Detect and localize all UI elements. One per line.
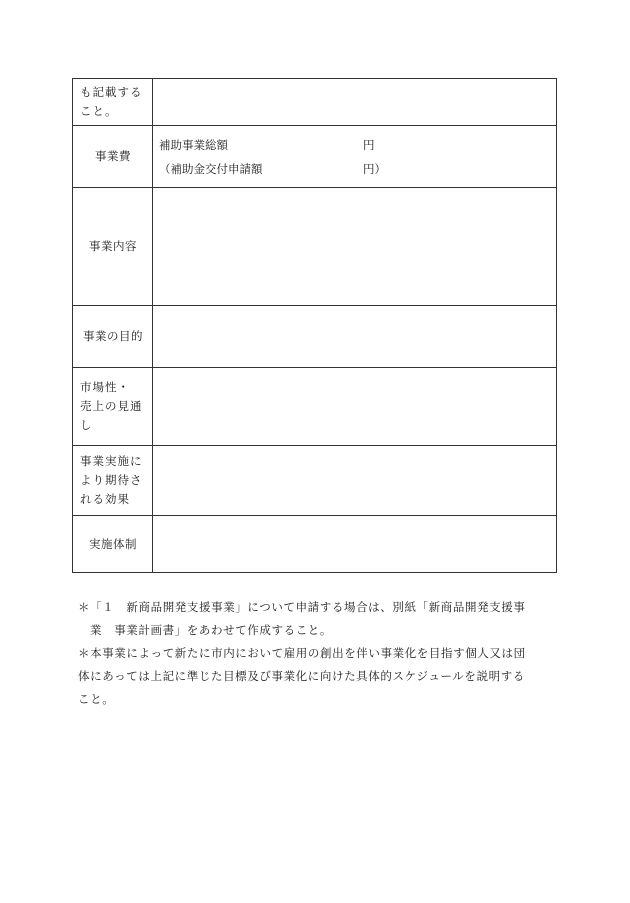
business-plan-table [72, 78, 557, 573]
subsidy-amount-unit: 円） [363, 161, 386, 176]
label-line: 売上の見通 [80, 399, 143, 413]
row-label [73, 306, 153, 368]
table-row [73, 79, 557, 126]
label-line: より期待さ [80, 473, 143, 487]
table-row [73, 368, 557, 446]
label-line: も記載する [80, 85, 143, 99]
note-line: こと。 [78, 692, 115, 706]
value-cell[interactable] [153, 306, 557, 368]
value-cell[interactable] [153, 446, 557, 516]
notes [78, 596, 558, 711]
label-line: し [80, 418, 93, 432]
label-line: 事業実施に [80, 454, 143, 468]
table-row [73, 516, 557, 573]
subsidy-amount-label: （補助金交付申請額 [159, 161, 263, 176]
value-cell[interactable] [153, 79, 557, 126]
label-line: 実施体制 [89, 536, 137, 551]
row-label [73, 446, 153, 516]
row-label [73, 516, 153, 573]
label-line: れる効果 [80, 492, 130, 506]
label-line: 事業費 [95, 149, 131, 163]
note-line: 業 事業計画書」をあわせて作成すること。 [90, 623, 332, 637]
table-row [73, 446, 557, 516]
value-cell[interactable] [153, 188, 557, 306]
note-line: ＊本事業によって新たに市内において雇用の創出を伴い事業化を目指す個人又は団 [78, 646, 526, 660]
subsidy-amount-line [153, 157, 556, 181]
table-row [73, 188, 557, 306]
note-line: ＊「１ 新商品開発支援事業」について申請する場合は、別紙「新商品開発支援事 [78, 600, 526, 614]
label-line: こと。 [80, 104, 118, 118]
total-cost-unit: 円 [363, 137, 375, 152]
table-row [73, 126, 557, 188]
label-line: 市場性・ [80, 380, 130, 394]
total-cost-label: 補助事業総額 [159, 137, 228, 152]
table-row [73, 306, 557, 368]
row-label [73, 368, 153, 446]
label-line: 事業内容 [89, 239, 137, 253]
row-label [73, 79, 153, 126]
label-line: 事業の目的 [83, 329, 143, 343]
value-cell[interactable] [153, 368, 557, 446]
cost-cell[interactable] [153, 126, 557, 188]
total-cost-line [153, 133, 556, 157]
row-label [73, 188, 153, 306]
row-label [73, 126, 153, 188]
note-line: 体にあっては上記に準じた目標及び事業化に向けた具体的スケジュールを説明する [78, 669, 525, 683]
value-cell[interactable] [153, 516, 557, 573]
